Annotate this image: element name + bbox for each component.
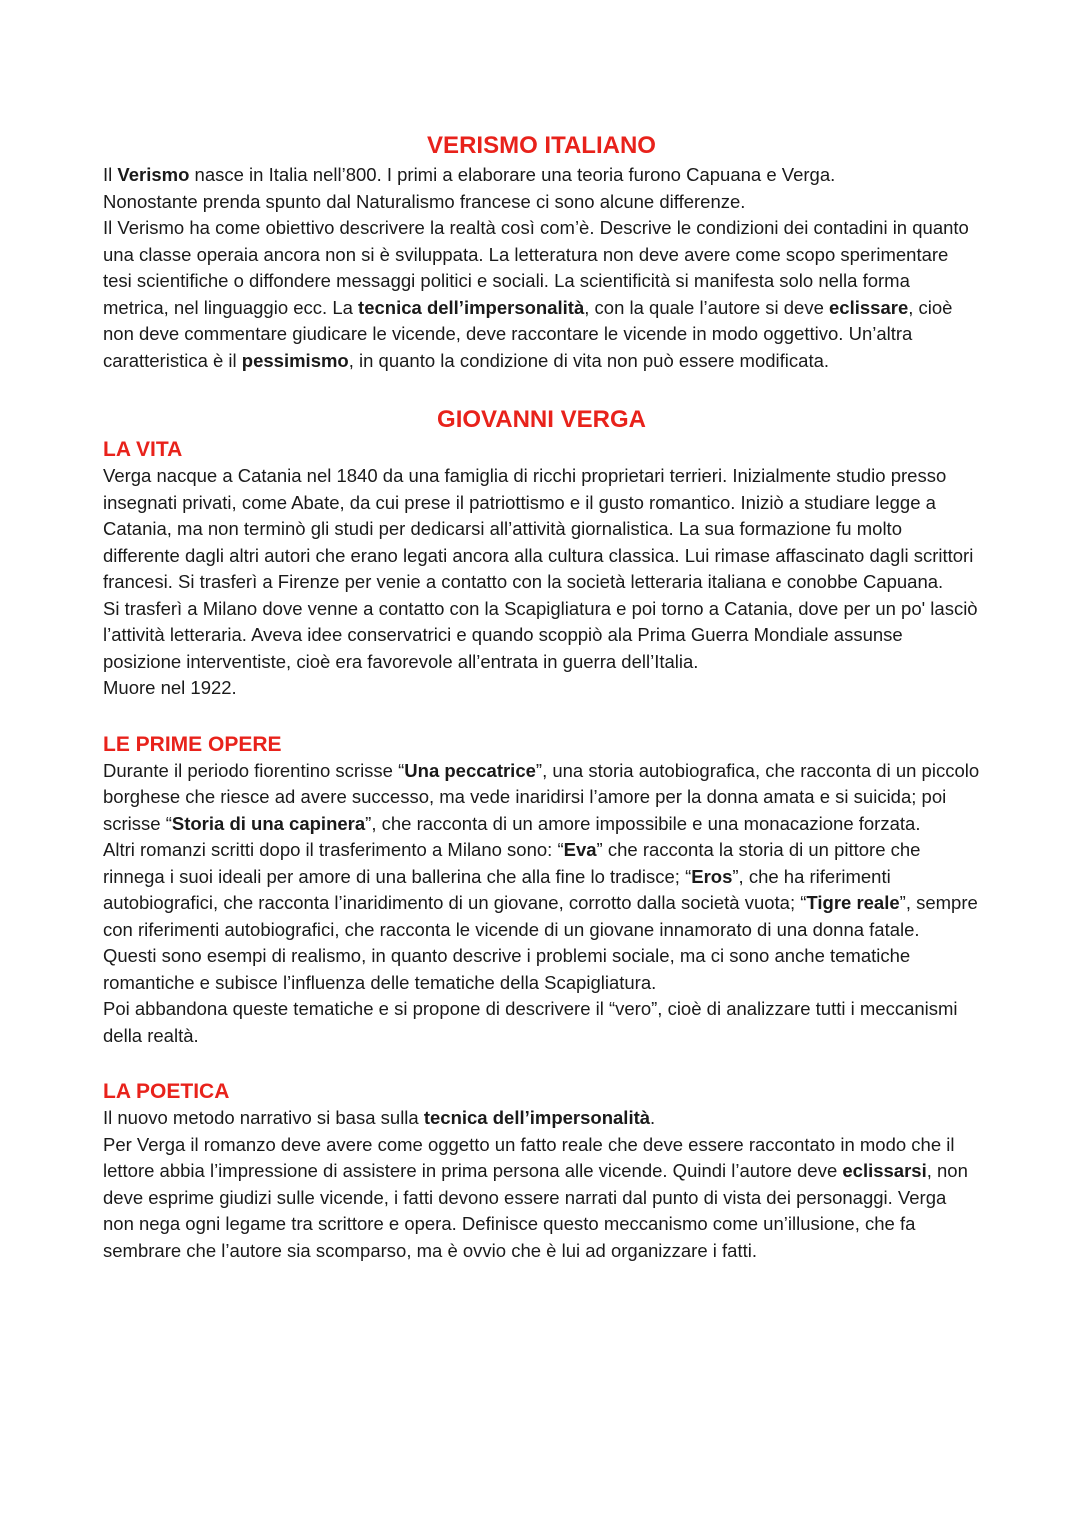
text-run: Muore nel 1922.: [103, 677, 237, 698]
title-verismo-italiano: VERISMO ITALIANO: [427, 132, 656, 159]
paragraph: [103, 463, 980, 596]
heading-la-vita: LA VITA: [103, 438, 183, 461]
text-run: nasce in Italia nell’800. I primi a elaborare una teoria furono Capuana e Verga.: [189, 164, 836, 185]
bold-text: Una peccatrice: [404, 759, 536, 781]
la-vita-body: [103, 463, 980, 702]
text-run: , non deve esprime giudizi sulle vicende, i fatti devono essere narrati dal punto di vista dei personaggi. Verga non nega ogni legame tra scrittore e opera. Definisce questo meccanismo come un’illusione, che fa sembrare che l’autore sia scomparso, ma è ovvio che è lui ad organizzare i fatti.: [103, 1160, 968, 1261]
text-run: Il: [103, 164, 118, 185]
bold-text: Storia di una capinera: [171, 812, 366, 834]
text-run: Poi abbandona queste tematiche e si propone di descrivere il “vero”, cioè di analizzare tutti i meccanismi della realtà.: [103, 998, 958, 1046]
paragraph: [103, 758, 980, 838]
text-run: Durante il periodo fiorentino scrisse “: [103, 759, 405, 781]
bold-text: eclissare: [829, 296, 909, 318]
bold-text: Eros: [691, 865, 733, 887]
text-run: ” che racconta la storia di un pittore che rinnega i suoi ideali per amore di una ballerina che alla fine lo tradisce; “: [103, 839, 921, 887]
text-run: ”, sempre con riferimenti autobiografici, che racconta le vicende di un giovane innamorato di una donna fatale.: [103, 892, 978, 940]
paragraph: [103, 675, 980, 702]
la-poetica-body: [103, 1105, 980, 1264]
le-prime-opere-body: [103, 758, 980, 1050]
bold-text: Verismo: [117, 164, 190, 185]
heading-la-poetica: LA POETICA: [103, 1080, 230, 1103]
paragraph: [103, 996, 980, 1049]
text-run: Verga nacque a Catania nel 1840 da una famiglia di ricchi proprietari terrieri. Inizialmente studio presso insegnati privati, come Abate, da cui prese il patriottismo e il gusto romantico. Iniziò a studiare legge a Catania, ma non terminò gli studi per dedicarsi all’attività giornalistica. La sua formazione fu molto differente dagli altri autori che erano legati ancora alla cultura classica. Lui rimase affascinato dagli scrittori francesi. Si trasferì a Firenze per venie a contatto con la società letteraria italiana e conobbe Capuana.: [103, 465, 974, 592]
text-run: Questi sono esempi di realismo, in quanto descrive i problemi sociale, ma ci sono anche tematiche romantiche e subisce l’influenza delle tematiche della Scapigliatura.: [103, 945, 911, 993]
text-run: Nonostante prenda spunto dal Naturalismo francese ci sono alcune differenze.: [103, 190, 746, 212]
verismo-body: [103, 162, 980, 374]
bold-text: Eva: [563, 839, 597, 860]
text-run: , con la quale l’autore si deve: [584, 296, 830, 318]
text-run: Altri romanzi scritti dopo il trasferimento a Milano sono: “: [103, 839, 564, 860]
text-run: Per Verga il romanzo deve avere come oggetto un fatto reale che deve essere raccontato in modo che il lettore abbia l’impressione di assistere in prima persona alle vicende. Quindi l’autore deve: [103, 1133, 955, 1181]
paragraph: [103, 596, 980, 676]
paragraph: [103, 837, 980, 943]
title-giovanni-verga: GIOVANNI VERGA: [437, 406, 646, 433]
text-run: ”, una storia autobiografica, che racconta di un piccolo borghese che riesce ad avere successo, ma vede inaridirsi l’amore per la donna amata e si suicida; poi scrisse “: [103, 759, 980, 834]
text-run: .: [650, 1107, 656, 1128]
bold-text: Tigre reale: [806, 892, 900, 913]
paragraph: [103, 162, 980, 189]
paragraph: [103, 1105, 980, 1132]
paragraph: [103, 189, 980, 216]
text-run: ”, che racconta di un amore impossibile e una monacazione forzata.: [365, 812, 921, 834]
bold-text: pessimismo: [241, 349, 349, 371]
text-run: , cioè non deve commentare giudicare le vicende, deve raccontare le vicende in modo oggettivo. Un’altra caratteristica è il: [103, 296, 953, 371]
heading-le-prime-opere: LE PRIME OPERE: [103, 732, 282, 756]
paragraph: [103, 215, 980, 374]
text-run: , in quanto la condizione di vita non può essere modificata.: [348, 349, 830, 371]
paragraph: [103, 1132, 980, 1265]
bold-text: tecnica dell’impersonalità: [423, 1107, 651, 1128]
text-run: Il Verismo ha come obiettivo descrivere la realtà così com’è. Descrive le condizioni dei contadini in quanto una classe operaia ancora non si è sviluppata. La letteratura non deve avere come scopo sperimentare tesi scientifiche o diffondere messaggi politici e sociali. La scientificità si manifesta solo nella forma metrica, nel linguaggio ecc. La: [103, 217, 969, 318]
bold-text: tecnica dell’impersonalità: [358, 296, 585, 318]
paragraph: [103, 943, 980, 996]
text-run: Si trasferì a Milano dove venne a contatto con la Scapigliatura e poi torno a Catania, dove per un po' lasciò l’attività letteraria. Aveva idee conservatrici e quando scoppiò ala Prima Guerra Mondiale assunse posizione interventiste, cioè era favorevole all’entrata in guerra dell’Italia.: [103, 597, 978, 672]
text-run: ”, che ha riferimenti autobiografici, che racconta l’inaridimento di un giovane, corrotto dalla società vuota; “: [103, 865, 891, 913]
text-run: Il nuovo metodo narrativo si basa sulla: [103, 1107, 424, 1128]
bold-text: eclissarsi: [842, 1160, 927, 1181]
